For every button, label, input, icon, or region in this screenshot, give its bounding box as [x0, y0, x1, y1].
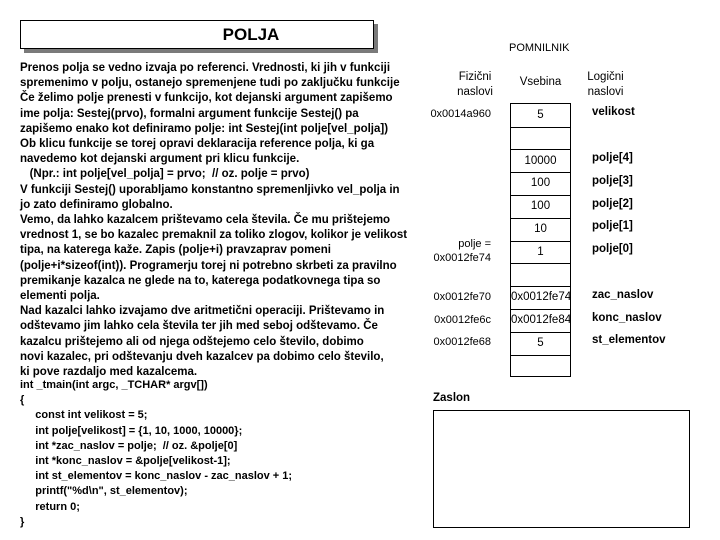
text-line: tipa, na katerega kaže. Zapis (polje+i) pravzaprav pomeni [20, 244, 331, 257]
code-line: return 0; [20, 500, 80, 513]
memory-cell: 10 [511, 218, 570, 242]
memory-table [510, 103, 571, 377]
memory-cell: 5 [511, 332, 570, 356]
text-line: navedemo kot dejanski argument pri klicu funkcije. [20, 153, 300, 166]
header-logical-line2: naslovi [587, 86, 624, 98]
text-line: elementi polja. [20, 290, 100, 303]
memory-cell: 0x0012fe74 [511, 286, 570, 310]
code-line: int *zac_naslov = polje; // oz. &polje[0] [20, 439, 238, 452]
memory-label: zac_naslov [592, 288, 654, 301]
text-line: Prenos polja se vedno izvaja po referenci. Vrednosti, ki jih v funkciji [20, 62, 391, 74]
memory-label: st_elementov [592, 334, 666, 347]
memory-cell [511, 264, 570, 288]
text-line: Nad kazalci lahko izvajamo dve aritmetični operaciji. Prištevamo in [20, 305, 385, 318]
body-text [20, 61, 425, 380]
screen-output-box [433, 410, 690, 528]
memory-cell: 10000 [511, 150, 570, 174]
memory-address: 0x0012fe68 [433, 336, 491, 349]
code-line: printf("%d\n", st_elementov); [20, 485, 188, 498]
code-line: const int velikost = 5; [20, 409, 148, 422]
memory-cell: 1 [511, 241, 570, 265]
memory-address: 0x0012fe6c [434, 313, 491, 326]
text-line: Ob klicu funkcije se torej opravi deklaracija reference polja, ki ga [20, 138, 375, 151]
code-line: int *konc_naslov = &polje[velikost-1]; [20, 455, 231, 468]
text-line: spremenimo v polju, ostanejo spremenjene tudi po zaključku funkcije [20, 77, 400, 90]
text-line: ki pove razdaljo med kazalcema. [20, 366, 198, 379]
memory-cell: 5 [511, 104, 570, 128]
memory-cell: 100 [511, 172, 570, 196]
header-physical-addresses [450, 70, 500, 100]
header-physical-line2: naslovi [457, 86, 493, 98]
memory-label: velikost [592, 106, 635, 119]
code-block [20, 378, 425, 530]
screen-label: Zaslon [433, 392, 471, 404]
memory-label: konc_naslov [592, 311, 662, 324]
text-line: ime polja: Sestej(prvo), formalni argument funkcije Sestej() pa [20, 107, 359, 120]
memory-address: polje = 0x0012fe74 [433, 238, 491, 265]
memory-label: polje[3] [592, 174, 633, 187]
text-line: Vemo, da lahko kazalcem prištevamo cela števila. Če mu prištejemo [20, 214, 391, 227]
text-line: V funkciji Sestej() uporabljamo konstantno spremenljivko vel_polja in [20, 183, 400, 196]
text-line: kazalcu prištejemo ali od njega odštejemo celo število, dobimo [20, 335, 364, 348]
text-line: vrednost 1, se bo kazalec premaknil za toliko zlogov, kolikor je velikost [20, 229, 408, 242]
text-line: novi kazalec, pri odštevanju dveh kazalcev pa dobimo celo število, [20, 350, 384, 363]
memory-label: polje[0] [592, 243, 633, 256]
memory-cell [511, 355, 570, 378]
header-logical-addresses [578, 70, 633, 100]
memory-address: 0x0014a960 [430, 108, 491, 121]
text-line: Če želimo polje prenesti v funkcijo, kot dejanski argument zapišemo [20, 92, 393, 105]
text-line: premikanje kazalca ne glede na to, katerega podatkovnega tipa so [20, 274, 381, 287]
memory-heading: POMNILNIK [509, 42, 570, 54]
text-line: (polje+i*sizeof(int)). Programerju torej ni potrebno skrbeti za pravilno [20, 259, 397, 272]
page-title: POLJA [222, 25, 280, 44]
code-line: { [20, 394, 25, 407]
header-physical-line1: Fizični [458, 71, 492, 83]
code-line: int st_elementov = konc_naslov - zac_naslov + 1; [20, 470, 293, 483]
code-line: int polje[velikost] = {1, 10, 1000, 10000}; [20, 424, 243, 437]
code-line: } [20, 515, 25, 528]
memory-cell: 0x0012fe84 [511, 309, 570, 333]
memory-label: polje[4] [592, 152, 633, 164]
text-line: zapišemo enako kot definiramo polje: int Sestej(int polje[vel_polja]) [20, 122, 389, 135]
code-line: int _tmain(int argc, _TCHAR* argv[]) [20, 379, 208, 391]
text-line: odštevamo jim lahko cela števila ter jih med seboj odštevamo. Če [20, 320, 378, 333]
memory-label: polje[1] [592, 220, 633, 233]
text-line: jo zato definiramo globalno. [20, 198, 173, 211]
header-logical-line1: Logični [587, 71, 624, 83]
header-content: Vsebina [519, 76, 562, 88]
title-box [20, 20, 374, 49]
text-line: (Npr.: int polje[vel_polja] = prvo; // oz. polje = prvo) [20, 168, 310, 181]
memory-cell: 100 [511, 195, 570, 219]
memory-address: 0x0012fe70 [433, 290, 491, 303]
memory-label: polje[2] [592, 197, 633, 210]
memory-cell [511, 127, 570, 151]
